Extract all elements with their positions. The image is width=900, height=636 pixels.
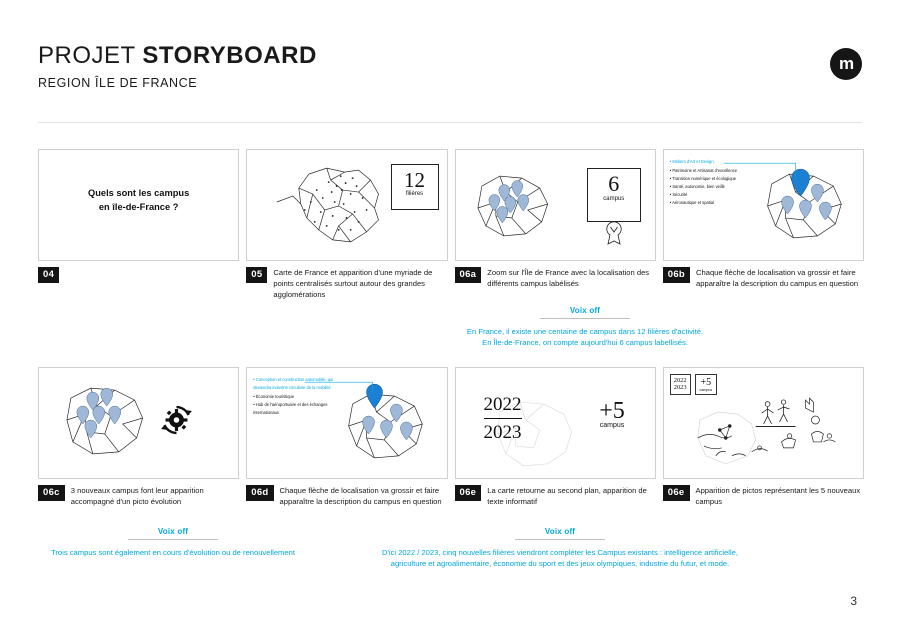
frame-caption-block [246, 485, 445, 508]
list-item: • Patrimoine et Artisanat d'excellence [669, 167, 738, 173]
page-subtitle: REGION ÎLE DE FRANCE [38, 76, 198, 90]
storyboard-cell [38, 149, 237, 300]
page-header [38, 42, 317, 90]
year-plus-badge [670, 374, 717, 395]
frame-question: Quels sont les campus en île-de-France ? [87, 188, 190, 213]
campus-label: campus [603, 196, 625, 202]
frame-artwork [455, 367, 656, 479]
award-ribbon-icon [603, 220, 625, 246]
frame-caption: Carte de France et apparition d'une myriade de points centralisés surtout autour des grandes agglomérations [273, 268, 433, 299]
year-end: 2023 [673, 384, 687, 392]
year-divider [484, 418, 522, 419]
list-item: • Hub de l'aéroportuaire et des échanges internationaux [253, 401, 328, 415]
page-title-bold: STORYBOARD [142, 42, 317, 69]
voice-over-label: Voix off [128, 527, 218, 540]
frame-caption: La carte retourne au second plan, apparition de texte informatif [487, 486, 647, 506]
frame-artwork [38, 149, 239, 261]
frame-caption: Chaque flèche de localisation va grossir et faire apparaître la description du campus en question [279, 486, 442, 506]
year-range [484, 394, 522, 443]
brand-logo-text: m [838, 54, 854, 73]
storyboard-row-2 [38, 367, 862, 508]
frame-artwork [663, 149, 864, 261]
storyboard-cell [455, 149, 654, 300]
year-range [670, 374, 691, 395]
frame-caption-block [663, 485, 862, 508]
new-campus-number: +5 [700, 377, 712, 388]
campus-badge [587, 168, 641, 222]
header-divider [38, 122, 862, 123]
frame-artwork [246, 149, 447, 261]
page-number: 3 [850, 594, 857, 608]
frame-number: 06a [455, 267, 482, 283]
year-start: 2022 [673, 377, 687, 384]
frame-caption-block [246, 267, 445, 300]
page-title-light: PROJET [38, 42, 143, 69]
voice-over-block [420, 300, 750, 349]
frame-number: 06d [246, 485, 273, 501]
frame-caption-block [455, 485, 654, 508]
storyboard-cell [246, 367, 445, 508]
frame-caption-block [663, 267, 862, 290]
new-campus-label: campus [699, 388, 713, 392]
brand-logo [830, 48, 862, 80]
voice-over-label: Voix off [515, 527, 605, 540]
list-item: • Santé, autonomie, bien veillir [669, 183, 725, 189]
frame-artwork [246, 367, 447, 479]
storyboard-cell [663, 367, 862, 508]
new-campus-label: campus [599, 422, 625, 429]
list-item: • Transition numérique et écologique [669, 175, 737, 181]
list-item: • Sécurité [669, 191, 688, 197]
storyboard-cell [38, 367, 237, 508]
frame-number: 04 [38, 267, 59, 283]
voice-over-label: Voix off [540, 306, 630, 319]
storyboard-cell [455, 367, 654, 508]
campus-filiere-list [670, 158, 766, 207]
frame-caption-block [38, 485, 237, 508]
frame-artwork [663, 367, 864, 479]
storyboard-cell [663, 149, 862, 300]
voice-over-block [345, 521, 775, 570]
page-title [38, 42, 317, 70]
campus-filiere-header: • Conception et construction automobile, qui deviendra industrie circulaire de la mobilité [253, 377, 334, 390]
frame-caption: 3 nouveaux campus font leur apparition accompagné d'un picto évolution [70, 486, 204, 506]
year-end: 2023 [483, 422, 522, 443]
frame-caption-block [455, 267, 654, 290]
frame-caption: Zoom sur l'Île de France avec la localisation des différents campus labélisés [487, 268, 650, 288]
voice-over-text: Trois campus sont également en cours d'évolution ou de renouvellement [51, 548, 295, 557]
new-campus-count [599, 398, 625, 429]
frame-artwork [38, 367, 239, 479]
filieres-label: filières [405, 191, 424, 197]
frame-number: 06b [663, 267, 690, 283]
frame-caption: Chaque flèche de localisation va grossir et faire apparaître la description du campus en question [696, 268, 859, 288]
frame-number: 06c [38, 485, 65, 501]
frame-number: 06e [663, 485, 690, 501]
frame-number: 06e [455, 485, 482, 501]
campus-count: 6 [608, 171, 620, 196]
year-start: 2022 [483, 394, 522, 415]
storyboard-cell [246, 149, 445, 300]
storyboard-row-1 [38, 149, 862, 300]
new-campus-number: +5 [599, 398, 625, 424]
filieres-badge [391, 164, 439, 210]
voice-over-text: En France, il existe une centaine de campus dans 12 filières d'activité. En Île-de-France, on compte aujourd'hui 6 campus labellisés. [466, 327, 704, 348]
filieres-count: 12 [404, 168, 425, 192]
campus-filiere-header: • Métiers d'Art et Design [669, 159, 714, 164]
campus-filiere-list [253, 376, 349, 417]
frame-artwork [455, 149, 656, 261]
frame-caption-block [38, 267, 237, 283]
voice-over-block [28, 521, 318, 558]
list-item: • Économie touristique [253, 393, 295, 399]
idf-map-illustration [39, 368, 238, 478]
list-item: • Aéronautique et spatial [669, 199, 714, 205]
frame-caption: Apparition de pictos représentant les 5 nouveaux campus [695, 486, 861, 506]
voice-over-text: D'ici 2022 / 2023, cinq nouvelles filières viendront compléter les Campus existants : intelligence artificielle, agriculture et agroalimentaire, économie du sport et des jeux olympiques, industrie du futur, et mode. [381, 548, 738, 569]
frame-number: 05 [246, 267, 267, 283]
new-campus-count [695, 374, 718, 395]
